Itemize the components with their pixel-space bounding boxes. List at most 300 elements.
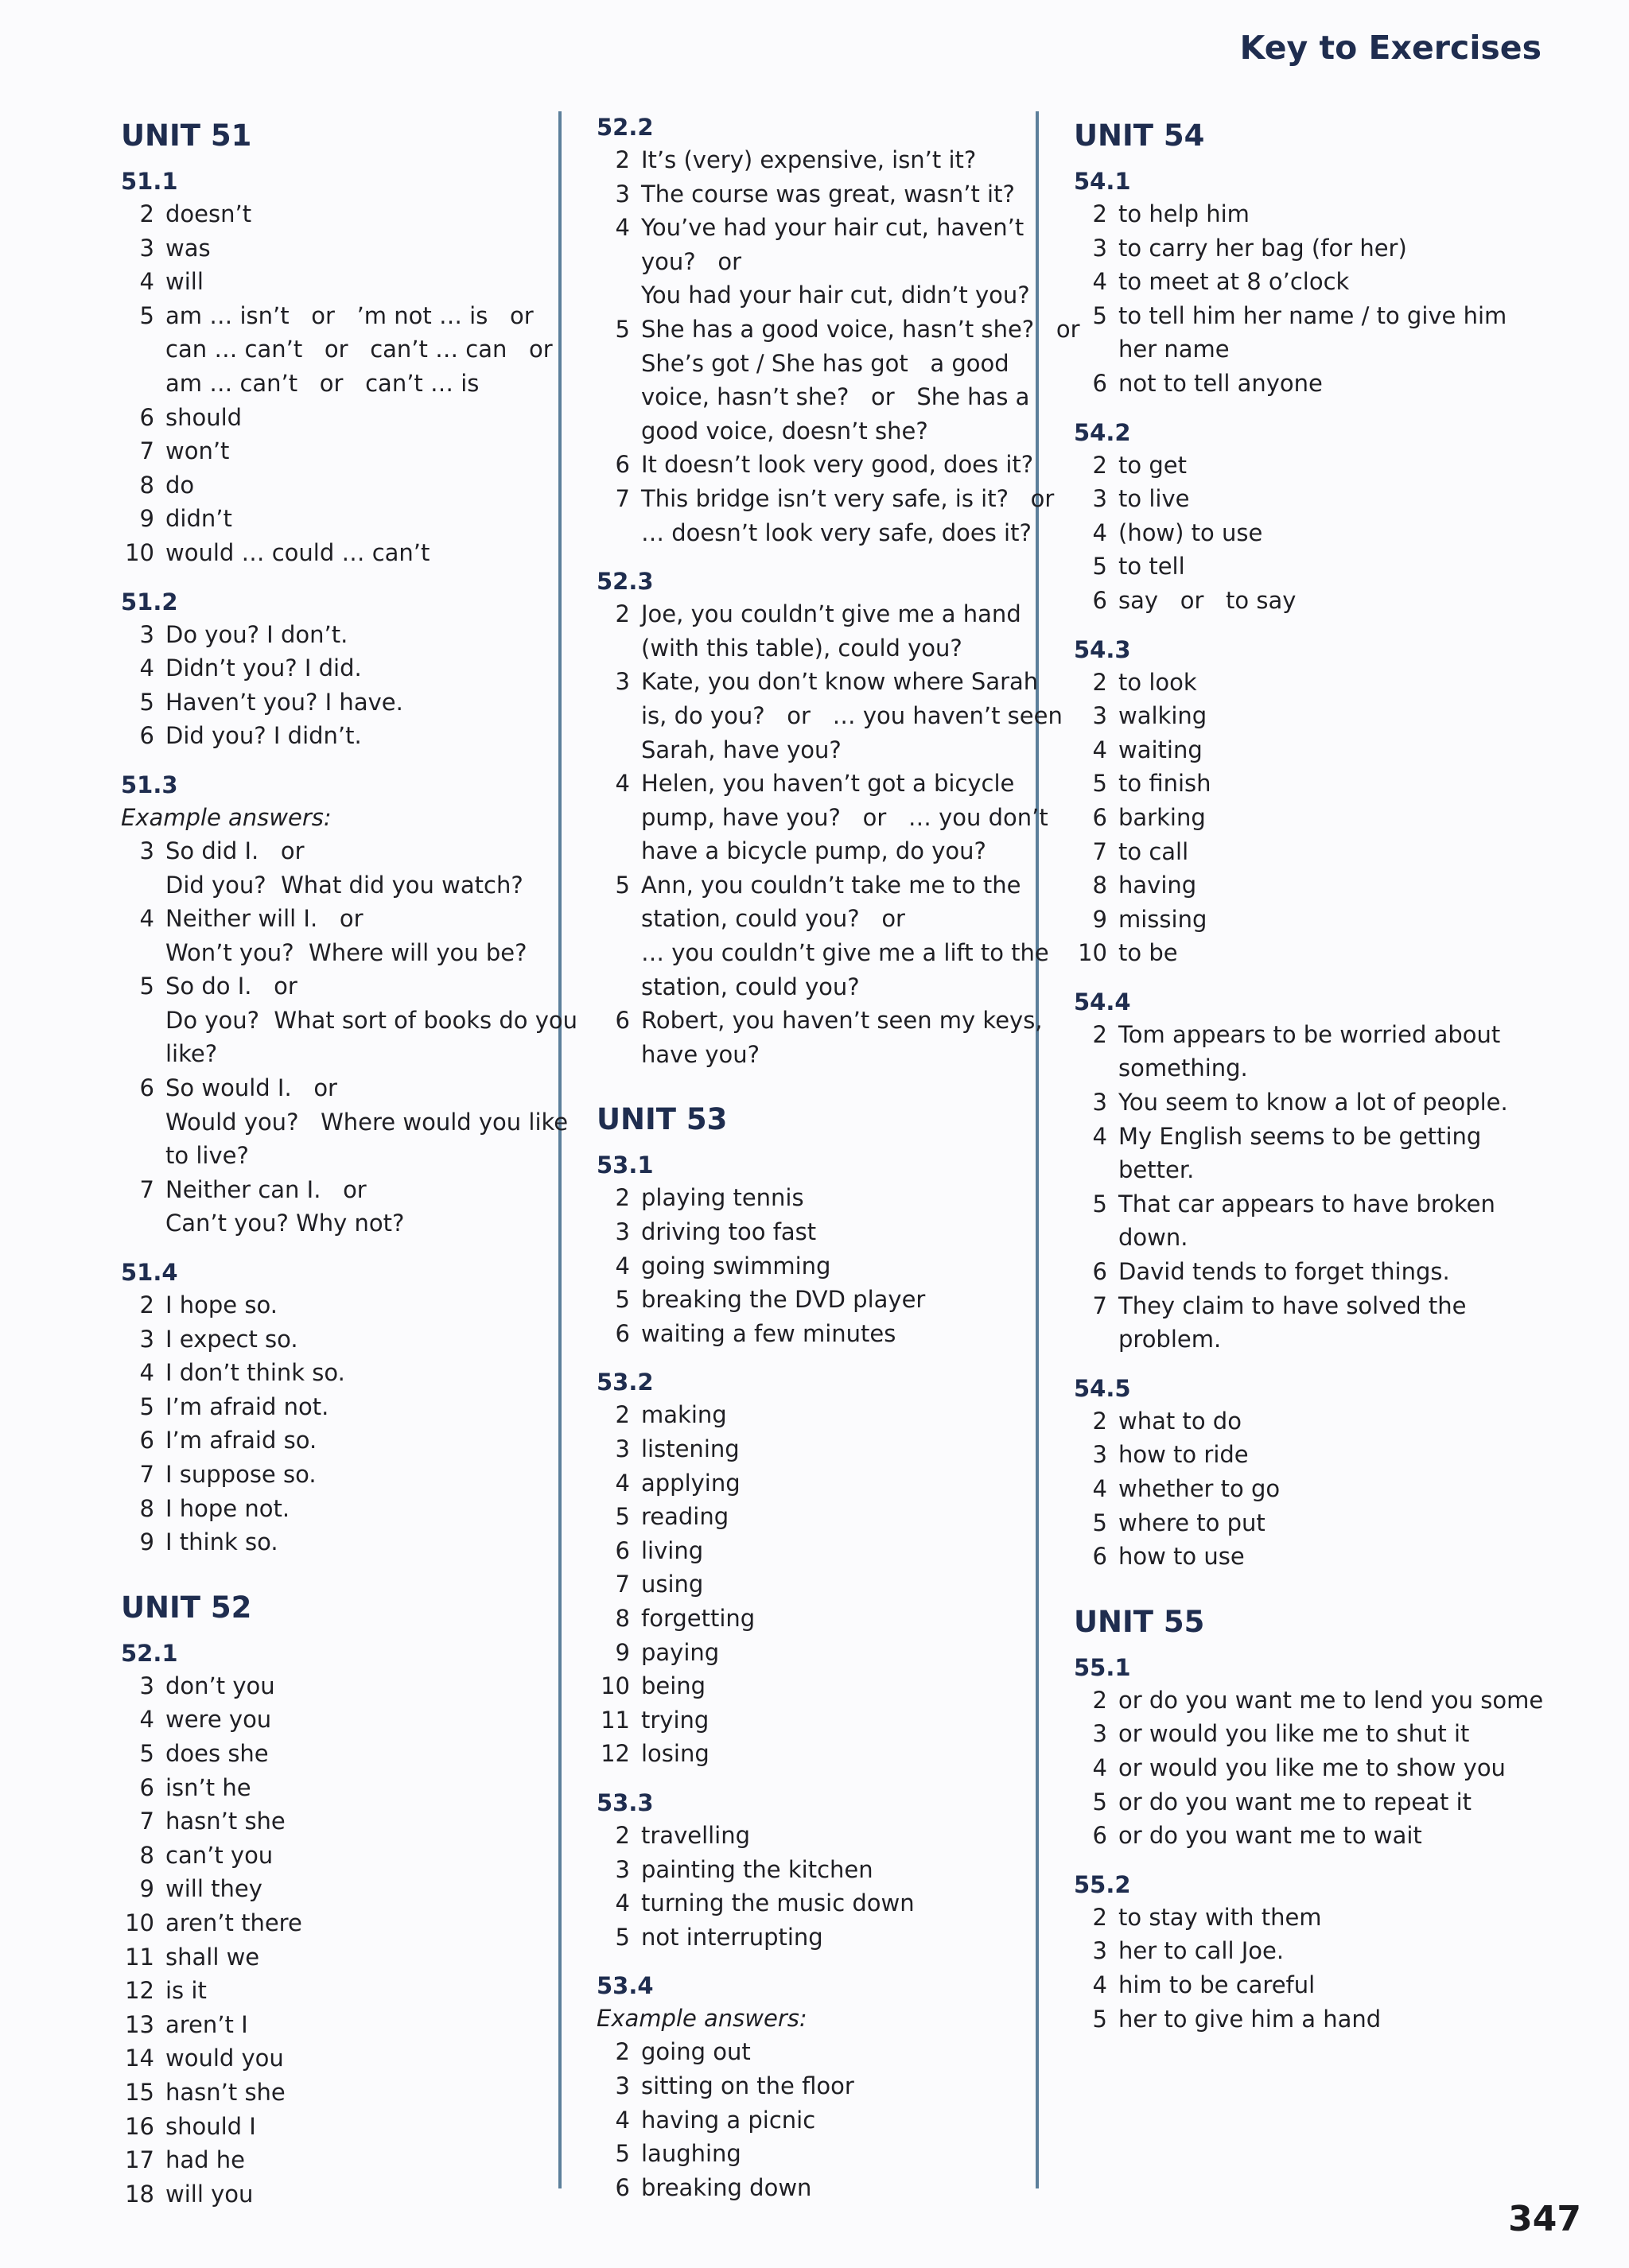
answer-text <box>641 1249 1032 1284</box>
answer-item <box>111 1974 541 2008</box>
exercise-section <box>111 165 553 570</box>
answer-text <box>165 1737 541 1771</box>
answer-text <box>165 902 541 969</box>
answer-number: 6 <box>615 1319 630 1347</box>
answer-item <box>111 719 541 753</box>
answer-text <box>1118 516 1542 550</box>
answer-number: 3 <box>139 620 154 648</box>
exercise-section <box>1064 165 1542 401</box>
answer-text <box>1118 936 1542 970</box>
answer-number: 7 <box>139 1808 154 1835</box>
answer-number: 3 <box>615 2072 630 2099</box>
answer-text <box>641 1703 1032 1738</box>
answer-number: 2 <box>615 1821 630 1849</box>
answer-text <box>165 1839 541 1873</box>
answer-item <box>587 1853 1032 1887</box>
answer-text <box>1118 666 1542 700</box>
answer-column-1 <box>111 111 578 2227</box>
answer-line: or do you want me to lend you some <box>1118 1686 1544 1714</box>
answer-item <box>587 1602 1032 1636</box>
answer-line: laughing <box>641 2140 741 2168</box>
answer-text <box>641 1215 1032 1249</box>
answer-number: 5 <box>615 315 630 343</box>
answer-text <box>165 618 541 652</box>
answer-number: 3 <box>1092 1441 1107 1469</box>
answer-item <box>587 1181 1032 1215</box>
answer-number: 5 <box>1092 1509 1107 1536</box>
exercise-section <box>587 1149 1032 1350</box>
answer-number: 3 <box>615 1855 630 1883</box>
answer-line: can … can’t or can’t … can or <box>165 336 553 363</box>
answer-text <box>1118 231 1542 266</box>
answer-number: 9 <box>139 505 154 533</box>
answer-text <box>165 1525 541 1559</box>
answer-line: am … isn’t or ’m not … is or <box>165 301 534 329</box>
exercise-section <box>587 565 1063 1071</box>
answer-item <box>111 834 541 902</box>
answer-item <box>587 1215 1032 1249</box>
answer-text <box>641 2137 1032 2171</box>
answer-number: 2 <box>1092 200 1107 227</box>
answer-number: 2 <box>615 600 630 628</box>
answer-text <box>1118 767 1542 801</box>
answer-item <box>1064 1751 1542 1785</box>
answer-number: 4 <box>139 1706 154 1734</box>
answer-line: him to be careful <box>1118 1971 1316 1998</box>
exercise-section <box>587 1366 1032 1771</box>
answer-text <box>165 231 541 266</box>
answer-item <box>587 1819 1032 1853</box>
answer-number: 5 <box>139 1739 154 1767</box>
answer-number: 4 <box>1092 268 1107 296</box>
answer-line: breaking the DVD player <box>641 1286 926 1314</box>
exercise-section <box>587 111 1080 550</box>
answer-number: 4 <box>615 214 630 242</box>
answer-text <box>1118 699 1542 733</box>
answer-item <box>111 1839 541 1873</box>
answer-item <box>587 868 1049 1004</box>
unit-heading: UNIT 54 <box>1074 118 1205 153</box>
answer-item <box>111 434 541 468</box>
answer-text <box>165 1288 541 1322</box>
answer-item <box>111 1356 541 1390</box>
exercise-number: 54.2 <box>1074 418 1131 446</box>
answer-number: 12 <box>125 1977 154 2005</box>
answer-line: how to use <box>1118 1543 1245 1571</box>
answer-number: 2 <box>615 146 630 173</box>
answer-item <box>1064 482 1542 516</box>
answer-text <box>1118 1717 1542 1751</box>
answer-number: 6 <box>615 1536 630 1564</box>
answer-line: That car appears to have broken <box>1118 1190 1495 1217</box>
answer-text <box>641 2069 1032 2103</box>
answer-line: Would you? Where would you like <box>165 1108 569 1136</box>
answer-text <box>1118 265 1542 299</box>
answer-line: paying <box>641 1638 720 1666</box>
answer-number: 6 <box>1092 369 1107 397</box>
answer-line: making <box>641 1401 727 1429</box>
answer-line: Joe, you couldn’t give me a hand <box>641 600 1021 628</box>
answer-text <box>641 767 1048 868</box>
answer-item <box>1064 1934 1542 1968</box>
answer-line: I’m afraid not. <box>165 1392 329 1420</box>
answer-text <box>641 1534 1032 1568</box>
answer-number: 7 <box>1092 837 1107 865</box>
answer-item <box>111 401 541 435</box>
answer-text <box>641 1853 1032 1887</box>
answer-number: 9 <box>1092 905 1107 933</box>
exercise-note: Example answers: <box>121 803 332 831</box>
answer-number: 6 <box>615 2173 630 2201</box>
answer-line: doesn’t <box>165 200 252 227</box>
answer-item <box>1064 1540 1542 1574</box>
answer-item <box>111 902 541 969</box>
page-number: 347 <box>1508 2199 1581 2239</box>
answer-line: Did you? What did you watch? <box>165 871 523 899</box>
answer-text <box>165 2110 541 2144</box>
answer-number: 10 <box>1078 939 1107 967</box>
answer-number: 2 <box>139 200 154 227</box>
answer-item <box>587 597 1032 665</box>
answer-number: 3 <box>1092 1937 1107 1965</box>
answer-item <box>1064 299 1542 367</box>
answer-item <box>587 1317 1032 1351</box>
answer-text <box>1118 1751 1542 1785</box>
answer-line: walking <box>1118 702 1207 730</box>
answer-number: 2 <box>139 1291 154 1319</box>
answer-number: 5 <box>139 688 154 716</box>
answer-item <box>1064 584 1542 618</box>
answer-number: 3 <box>1092 234 1107 262</box>
answer-item <box>111 1423 541 1458</box>
answer-item <box>111 1390 541 1424</box>
answer-item <box>587 2137 1032 2171</box>
answer-number: 5 <box>615 871 630 899</box>
answer-line: losing <box>641 1740 710 1768</box>
answer-line: had he <box>165 2146 245 2174</box>
answer-text <box>1118 1289 1542 1357</box>
answer-number: 4 <box>1092 736 1107 763</box>
answer-line: whether to go <box>1118 1475 1281 1502</box>
answer-item <box>1064 1785 1542 1819</box>
answer-text <box>641 1737 1032 1771</box>
answer-item <box>587 1283 1032 1317</box>
answer-number: 3 <box>615 1435 630 1462</box>
answer-item <box>111 1804 541 1839</box>
answer-line: waiting <box>1118 736 1203 763</box>
answer-line: aren’t I <box>165 2010 248 2038</box>
answer-text <box>165 502 541 536</box>
answer-item <box>1064 1438 1542 1472</box>
answer-text <box>1118 1506 1542 1540</box>
answer-item <box>1064 1506 1542 1540</box>
answer-line: won’t <box>165 437 230 465</box>
answer-number: 7 <box>139 437 154 465</box>
answer-number: 6 <box>139 722 154 750</box>
answer-item <box>111 265 541 299</box>
exercise-note: Example answers: <box>597 2005 807 2033</box>
answer-number: 3 <box>139 1325 154 1353</box>
answer-number: 10 <box>601 1672 630 1700</box>
page-header-title: Key to Exercises <box>1239 29 1542 67</box>
answer-line: You seem to know a lot of people. <box>1118 1089 1508 1117</box>
answer-item <box>1064 516 1542 550</box>
answer-item <box>111 1669 541 1703</box>
answer-line: So do I. or <box>165 973 297 1000</box>
answer-number: 8 <box>139 471 154 499</box>
exercise-number: 51.4 <box>121 1259 178 1287</box>
answer-number: 6 <box>1092 1543 1107 1571</box>
answer-line: going out <box>641 2038 751 2066</box>
answer-number: 2 <box>1092 1020 1107 1048</box>
answer-item <box>1064 1901 1542 1935</box>
answer-line: is it <box>165 1977 207 2005</box>
answer-text <box>641 1432 1032 1466</box>
answer-line: living <box>641 1536 704 1564</box>
answer-number: 4 <box>139 905 154 933</box>
answer-line: Can’t you? Why not? <box>165 1210 405 1237</box>
answer-line: to meet at 8 o’clock <box>1118 268 1350 296</box>
answer-line: am … can’t or can’t … is <box>165 369 480 397</box>
exercise-number: 52.2 <box>597 114 654 141</box>
exercise-number: 55.2 <box>1074 1870 1131 1898</box>
answer-line: didn’t <box>165 505 232 533</box>
answer-line: have you? <box>641 1040 760 1068</box>
answer-line: where to put <box>1118 1509 1265 1536</box>
answer-item <box>111 2177 541 2212</box>
answer-line: You had your hair cut, didn’t you? <box>641 282 1030 309</box>
answer-line: to be <box>1118 939 1178 967</box>
answer-text <box>165 1872 541 1906</box>
exercise-number: 54.3 <box>1074 635 1131 663</box>
answer-text <box>1118 197 1542 231</box>
exercise-number: 53.1 <box>597 1151 654 1179</box>
answer-item <box>1064 1018 1542 1085</box>
answer-number: 5 <box>615 2140 630 2168</box>
answer-line: hasn’t she <box>165 2078 286 2106</box>
answer-item <box>587 1886 1032 1920</box>
answer-column-3 <box>1064 111 1542 2052</box>
answer-text <box>165 2041 541 2076</box>
answer-item <box>111 1940 541 1975</box>
answer-line: her name <box>1118 336 1230 363</box>
answer-text <box>165 401 541 435</box>
answer-number: 12 <box>601 1740 630 1768</box>
answer-item <box>587 1636 1032 1670</box>
answer-line: They claim to have solved the <box>1118 1291 1467 1319</box>
answer-item <box>1064 1289 1542 1357</box>
answer-text <box>641 665 1063 767</box>
answer-item <box>111 2110 541 2144</box>
answer-item <box>1064 1404 1542 1439</box>
answer-item <box>111 1703 541 1737</box>
answer-line: to tell him her name / to give him <box>1118 301 1507 329</box>
answer-text <box>165 834 541 902</box>
answer-item <box>111 231 541 266</box>
answer-line: is, do you? or … you haven’t seen <box>641 701 1063 729</box>
answer-text <box>165 651 541 685</box>
answer-text <box>641 482 1054 550</box>
answer-number: 3 <box>139 837 154 864</box>
answer-item <box>111 299 553 401</box>
exercise-section <box>1064 1373 1542 1574</box>
answer-line: would you <box>165 2045 284 2072</box>
answer-number: 6 <box>1092 803 1107 831</box>
answer-line: She has a good voice, hasn’t she? or <box>641 315 1080 343</box>
answer-text <box>165 719 541 753</box>
answer-item <box>1064 936 1542 970</box>
answer-line: listening <box>641 1435 740 1462</box>
answer-number: 7 <box>1092 1291 1107 1319</box>
answer-item <box>111 502 541 536</box>
answer-line: should I <box>165 2112 256 2140</box>
answer-text <box>165 299 553 401</box>
answer-number: 8 <box>139 1841 154 1869</box>
answer-number: 3 <box>615 1218 630 1246</box>
answer-text <box>165 1940 541 1975</box>
answer-line: reading <box>641 1503 729 1531</box>
answer-number: 9 <box>139 1528 154 1556</box>
answer-line: to live <box>1118 485 1190 513</box>
answer-line: her to call Joe. <box>1118 1937 1285 1965</box>
exercise-section <box>587 1787 1032 1954</box>
answer-item <box>1064 801 1542 835</box>
exercise-number: 54.1 <box>1074 168 1131 195</box>
answer-line: Didn’t you? I did. <box>165 654 362 682</box>
answer-text <box>641 1466 1032 1501</box>
answer-text <box>1118 733 1542 767</box>
answer-line: or do you want me to repeat it <box>1118 1788 1472 1816</box>
answer-number: 15 <box>125 2078 154 2106</box>
answer-text <box>1118 1187 1542 1255</box>
answer-line: to get <box>1118 451 1187 479</box>
answer-item <box>587 2035 1032 2069</box>
answer-line: Do you? I don’t. <box>165 620 348 648</box>
exercise-section <box>111 1637 541 2212</box>
answer-line: I hope so. <box>165 1291 278 1319</box>
answer-number: 6 <box>1092 586 1107 614</box>
answer-text <box>1118 1120 1542 1187</box>
answer-line: It doesn’t look very good, does it? <box>641 451 1034 479</box>
answer-number: 3 <box>1092 702 1107 730</box>
answer-text <box>165 1906 541 1940</box>
answer-line: trying <box>641 1706 710 1734</box>
answer-text <box>641 1636 1032 1670</box>
answer-text <box>1118 367 1542 401</box>
answer-text <box>1118 903 1542 937</box>
answer-number: 6 <box>139 1427 154 1454</box>
answer-number: 9 <box>139 1875 154 1903</box>
answer-line: I expect so. <box>165 1325 298 1353</box>
exercise-section <box>1064 986 1542 1357</box>
answer-item <box>111 468 541 503</box>
answer-line: station, could you? or <box>641 905 905 933</box>
answer-line: what to do <box>1118 1407 1242 1435</box>
answer-text <box>165 434 541 468</box>
exercise-number: 51.3 <box>121 771 178 798</box>
answer-number: 8 <box>615 1604 630 1632</box>
answer-item <box>587 665 1063 767</box>
exercise-number: 52.1 <box>121 1639 178 1667</box>
answer-text <box>1118 1018 1542 1085</box>
answer-text <box>165 536 541 570</box>
answer-number: 4 <box>139 654 154 682</box>
answer-item <box>1064 1255 1542 1289</box>
answer-item <box>587 1466 1032 1501</box>
answer-line: to finish <box>1118 770 1211 798</box>
answer-item <box>587 2103 1032 2138</box>
answer-text <box>641 2035 1032 2069</box>
answer-line: voice, hasn’t she? or She has a <box>641 383 1030 411</box>
answer-text <box>165 1356 541 1390</box>
answer-line: barking <box>1118 803 1206 831</box>
unit-heading: UNIT 52 <box>121 1590 252 1625</box>
answer-item <box>1064 1968 1542 2002</box>
answer-number: 5 <box>1092 553 1107 581</box>
answer-item <box>1064 1819 1542 1853</box>
answer-text <box>641 1602 1032 1636</box>
answer-line: can’t you <box>165 1841 274 1869</box>
answer-item <box>587 482 1055 550</box>
answer-line: David tends to forget things. <box>1118 1258 1450 1286</box>
answer-number: 2 <box>1092 1903 1107 1931</box>
answer-item <box>111 1288 541 1322</box>
answer-item <box>1064 1472 1542 1506</box>
answer-item <box>1064 449 1542 483</box>
answer-line: Neither will I. or <box>165 905 364 933</box>
answer-number: 4 <box>615 1889 630 1917</box>
answer-number: 10 <box>125 1909 154 1936</box>
answer-number: 6 <box>615 451 630 479</box>
answer-line: Tom appears to be worried about <box>1118 1020 1501 1048</box>
answer-line: having a picnic <box>641 2106 816 2134</box>
answer-item <box>1064 868 1542 903</box>
exercise-section <box>111 1256 541 1559</box>
answer-line: Ann, you couldn’t take me to the <box>641 871 1021 899</box>
answer-line: to look <box>1118 668 1197 696</box>
answer-line: how to ride <box>1118 1441 1249 1469</box>
answer-number: 10 <box>125 538 154 566</box>
answer-number: 4 <box>139 1359 154 1387</box>
answer-item <box>1064 1120 1542 1187</box>
answer-text <box>1118 1785 1542 1819</box>
answer-text <box>165 1492 541 1526</box>
answer-text <box>1118 1819 1542 1853</box>
answer-text <box>165 1322 541 1357</box>
answer-item <box>1064 1085 1542 1120</box>
answer-text <box>641 143 1032 177</box>
answer-line: good voice, doesn’t she? <box>641 417 928 445</box>
answer-item <box>1064 835 1542 869</box>
answer-text <box>641 448 1033 482</box>
exercise-number: 53.2 <box>597 1369 654 1396</box>
answer-line: hasn’t she <box>165 1808 286 1835</box>
answer-number: 4 <box>1092 1753 1107 1781</box>
answer-item <box>587 1004 1043 1071</box>
exercise-number: 53.4 <box>597 1972 654 2000</box>
answer-line: Neither can I. or <box>165 1175 367 1203</box>
answer-text <box>641 1004 1043 1071</box>
answer-text <box>641 1920 1032 1955</box>
answer-line: should <box>165 403 243 431</box>
answer-number: 5 <box>139 973 154 1000</box>
answer-line: The course was great, wasn’t it? <box>641 180 1015 208</box>
exercise-number: 51.2 <box>121 588 178 616</box>
answer-text <box>1118 1934 1542 1968</box>
answer-item <box>111 969 578 1071</box>
answer-line: her to give him a hand <box>1118 2005 1382 2033</box>
answer-number: 2 <box>1092 668 1107 696</box>
